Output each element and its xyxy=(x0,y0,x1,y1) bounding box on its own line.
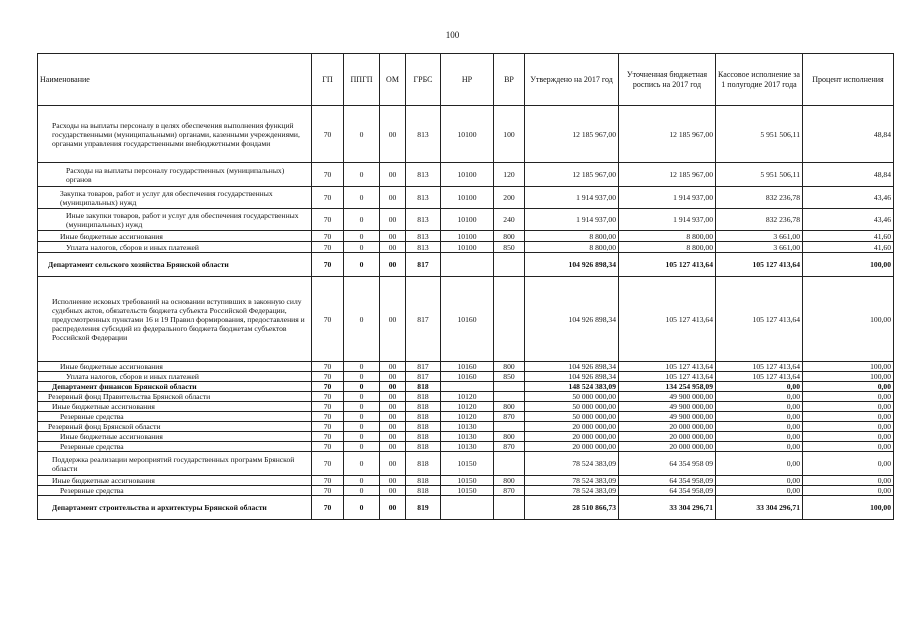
cell-om: 00 xyxy=(380,476,406,486)
header-np: НР xyxy=(441,54,494,106)
cell-approved: 20 000 000,00 xyxy=(525,442,619,452)
cell-om: 00 xyxy=(380,496,406,520)
cell-grbs: 818 xyxy=(406,402,441,412)
cell-cash: 0,00 xyxy=(716,442,803,452)
cell-grbs: 817 xyxy=(406,372,441,382)
cell-percent: 0,00 xyxy=(803,486,894,496)
cell-om: 00 xyxy=(380,163,406,187)
cell-refined: 20 000 000,00 xyxy=(619,442,716,452)
cell-vr xyxy=(494,496,525,520)
cell-name: Резервные средства xyxy=(38,442,312,452)
cell-om: 00 xyxy=(380,422,406,432)
cell-cash: 3 661,00 xyxy=(716,231,803,242)
cell-grbs: 818 xyxy=(406,392,441,402)
cell-vr: 800 xyxy=(494,402,525,412)
cell-approved: 1 914 937,00 xyxy=(525,209,619,231)
header-vr: ВР xyxy=(494,54,525,106)
cell-grbs: 818 xyxy=(406,442,441,452)
cell-gp: 70 xyxy=(312,209,344,231)
cell-name: Расходы на выплаты персоналу государственных (муниципальных) органов xyxy=(38,163,312,187)
cell-om: 00 xyxy=(380,412,406,422)
table-body xyxy=(38,106,894,520)
cell-name: Резервные средства xyxy=(38,486,312,496)
table-row xyxy=(38,402,894,412)
table-row xyxy=(38,442,894,452)
cell-name: Уплата налогов, сборов и иных платежей xyxy=(38,242,312,253)
cell-vr xyxy=(494,277,525,362)
table-row xyxy=(38,496,894,520)
cell-approved: 12 185 967,00 xyxy=(525,106,619,163)
cell-name: Департамент строительства и архитектуры Брянской области xyxy=(38,496,312,520)
cell-gp: 70 xyxy=(312,412,344,422)
cell-approved: 78 524 383,09 xyxy=(525,452,619,476)
cell-percent: 0,00 xyxy=(803,476,894,486)
cell-np: 10130 xyxy=(441,422,494,432)
cell-refined: 1 914 937,00 xyxy=(619,187,716,209)
header-refined: Уточненная бюджетная роспись на 2017 год xyxy=(619,54,716,106)
cell-percent: 0,00 xyxy=(803,422,894,432)
cell-grbs: 818 xyxy=(406,422,441,432)
cell-grbs: 813 xyxy=(406,209,441,231)
cell-percent: 48,84 xyxy=(803,163,894,187)
table-row xyxy=(38,372,894,382)
cell-ppgp: 0 xyxy=(344,442,380,452)
cell-grbs: 818 xyxy=(406,486,441,496)
table-row xyxy=(38,106,894,163)
cell-gp: 70 xyxy=(312,452,344,476)
header-cash: Кассовое исполнение за 1 полугодие 2017 года xyxy=(716,54,803,106)
cell-cash: 105 127 413,64 xyxy=(716,277,803,362)
cell-vr: 850 xyxy=(494,372,525,382)
cell-vr xyxy=(494,382,525,392)
cell-np xyxy=(441,382,494,392)
cell-ppgp: 0 xyxy=(344,422,380,432)
header-grbs: ГРБС xyxy=(406,54,441,106)
cell-approved: 1 914 937,00 xyxy=(525,187,619,209)
cell-refined: 105 127 413,64 xyxy=(619,253,716,277)
cell-np: 10130 xyxy=(441,442,494,452)
cell-ppgp: 0 xyxy=(344,163,380,187)
cell-np: 10160 xyxy=(441,362,494,372)
cell-percent: 0,00 xyxy=(803,392,894,402)
cell-grbs: 817 xyxy=(406,253,441,277)
cell-gp: 70 xyxy=(312,242,344,253)
cell-ppgp: 0 xyxy=(344,242,380,253)
cell-refined: 49 900 000,00 xyxy=(619,392,716,402)
cell-om: 00 xyxy=(380,253,406,277)
cell-approved: 78 524 383,09 xyxy=(525,486,619,496)
cell-percent: 0,00 xyxy=(803,442,894,452)
cell-gp: 70 xyxy=(312,382,344,392)
header-row xyxy=(38,54,894,106)
cell-name: Закупка товаров, работ и услуг для обеспечения государственных (муниципальных) нужд xyxy=(38,187,312,209)
cell-approved: 8 800,00 xyxy=(525,231,619,242)
cell-cash: 0,00 xyxy=(716,422,803,432)
cell-cash: 0,00 xyxy=(716,392,803,402)
cell-vr xyxy=(494,392,525,402)
cell-percent: 0,00 xyxy=(803,402,894,412)
cell-cash: 0,00 xyxy=(716,432,803,442)
cell-gp: 70 xyxy=(312,402,344,412)
cell-percent: 100,00 xyxy=(803,253,894,277)
cell-ppgp: 0 xyxy=(344,486,380,496)
cell-om: 00 xyxy=(380,486,406,496)
cell-gp: 70 xyxy=(312,432,344,442)
cell-cash: 5 951 506,11 xyxy=(716,163,803,187)
cell-np: 10160 xyxy=(441,277,494,362)
cell-grbs: 813 xyxy=(406,187,441,209)
cell-refined: 20 000 000,00 xyxy=(619,422,716,432)
cell-cash: 3 661,00 xyxy=(716,242,803,253)
budget-table xyxy=(37,53,894,520)
cell-approved: 104 926 898,34 xyxy=(525,372,619,382)
cell-name: Иные бюджетные ассигнования xyxy=(38,362,312,372)
cell-gp: 70 xyxy=(312,231,344,242)
cell-percent: 41,60 xyxy=(803,231,894,242)
cell-name: Департамент сельского хозяйства Брянской области xyxy=(38,253,312,277)
cell-refined: 105 127 413,64 xyxy=(619,277,716,362)
cell-ppgp: 0 xyxy=(344,382,380,392)
header-percent: Процент исполнения xyxy=(803,54,894,106)
cell-ppgp: 0 xyxy=(344,432,380,442)
cell-cash: 105 127 413,64 xyxy=(716,253,803,277)
cell-gp: 70 xyxy=(312,442,344,452)
cell-name: Иные бюджетные ассигнования xyxy=(38,432,312,442)
cell-ppgp: 0 xyxy=(344,496,380,520)
cell-refined: 49 900 000,00 xyxy=(619,412,716,422)
cell-ppgp: 0 xyxy=(344,402,380,412)
cell-cash: 832 236,78 xyxy=(716,187,803,209)
cell-refined: 64 354 958,09 xyxy=(619,476,716,486)
cell-om: 00 xyxy=(380,402,406,412)
cell-approved: 78 524 383,09 xyxy=(525,476,619,486)
cell-cash: 0,00 xyxy=(716,476,803,486)
table-row xyxy=(38,187,894,209)
cell-approved: 50 000 000,00 xyxy=(525,402,619,412)
cell-gp: 70 xyxy=(312,476,344,486)
cell-name: Департамент финансов Брянской области xyxy=(38,382,312,392)
cell-approved: 148 524 383,09 xyxy=(525,382,619,392)
cell-np: 10100 xyxy=(441,231,494,242)
table-row xyxy=(38,432,894,442)
cell-percent: 0,00 xyxy=(803,382,894,392)
cell-om: 00 xyxy=(380,442,406,452)
cell-refined: 64 354 958,09 xyxy=(619,486,716,496)
cell-om: 00 xyxy=(380,242,406,253)
cell-approved: 12 185 967,00 xyxy=(525,163,619,187)
cell-name: Иные бюджетные ассигнования xyxy=(38,402,312,412)
cell-ppgp: 0 xyxy=(344,231,380,242)
cell-np: 10150 xyxy=(441,476,494,486)
cell-grbs: 817 xyxy=(406,362,441,372)
cell-ppgp: 0 xyxy=(344,106,380,163)
cell-refined: 1 914 937,00 xyxy=(619,209,716,231)
cell-gp: 70 xyxy=(312,163,344,187)
cell-cash: 0,00 xyxy=(716,412,803,422)
cell-approved: 50 000 000,00 xyxy=(525,412,619,422)
cell-grbs: 813 xyxy=(406,242,441,253)
cell-name: Расходы на выплаты персоналу в целях обеспечения выполнения функций государственными (муниципальными) органами, казенными учреждениями, органами управления государственными внебюджетными фондами xyxy=(38,106,312,163)
cell-approved: 8 800,00 xyxy=(525,242,619,253)
cell-np: 10100 xyxy=(441,163,494,187)
cell-percent: 43,46 xyxy=(803,187,894,209)
table-row xyxy=(38,452,894,476)
cell-name: Исполнение исковых требований на основании вступивших в законную силу судебных актов, обязательств бюджета субъекта Российской Федерации, предусмотренных пунктами 16 и 19 Правил формирования, предоставления и распределения субсидий из федерального бюджета бюджетам субъектов Российской Федерации xyxy=(38,277,312,362)
header-om: ОМ xyxy=(380,54,406,106)
cell-grbs: 813 xyxy=(406,106,441,163)
cell-grbs: 818 xyxy=(406,382,441,392)
cell-gp: 70 xyxy=(312,486,344,496)
cell-name: Иные закупки товаров, работ и услуг для обеспечения государственных (муниципальных) нужд xyxy=(38,209,312,231)
cell-np: 10100 xyxy=(441,187,494,209)
cell-np: 10150 xyxy=(441,486,494,496)
cell-percent: 100,00 xyxy=(803,372,894,382)
table-row xyxy=(38,382,894,392)
cell-name: Резервный фонд Правительства Брянской области xyxy=(38,392,312,402)
table-row xyxy=(38,231,894,242)
cell-vr xyxy=(494,253,525,277)
cell-vr: 800 xyxy=(494,476,525,486)
page-number: 100 xyxy=(445,30,460,40)
cell-cash: 105 127 413,64 xyxy=(716,362,803,372)
cell-grbs: 813 xyxy=(406,231,441,242)
table-row xyxy=(38,392,894,402)
table-row xyxy=(38,486,894,496)
cell-ppgp: 0 xyxy=(344,362,380,372)
cell-name: Резервный фонд Брянской области xyxy=(38,422,312,432)
cell-vr: 870 xyxy=(494,486,525,496)
cell-gp: 70 xyxy=(312,392,344,402)
cell-ppgp: 0 xyxy=(344,253,380,277)
cell-ppgp: 0 xyxy=(344,187,380,209)
cell-vr: 100 xyxy=(494,106,525,163)
cell-vr: 800 xyxy=(494,362,525,372)
table-row xyxy=(38,242,894,253)
cell-ppgp: 0 xyxy=(344,209,380,231)
cell-percent: 100,00 xyxy=(803,362,894,372)
cell-om: 00 xyxy=(380,362,406,372)
cell-cash: 0,00 xyxy=(716,402,803,412)
cell-gp: 70 xyxy=(312,422,344,432)
cell-refined: 20 000 000,00 xyxy=(619,432,716,442)
cell-cash: 0,00 xyxy=(716,486,803,496)
cell-np: 10160 xyxy=(441,372,494,382)
cell-name: Поддержка реализации мероприятий государственных программ Брянской области xyxy=(38,452,312,476)
cell-ppgp: 0 xyxy=(344,392,380,402)
cell-ppgp: 0 xyxy=(344,372,380,382)
cell-np: 10120 xyxy=(441,392,494,402)
cell-om: 00 xyxy=(380,231,406,242)
cell-vr: 240 xyxy=(494,209,525,231)
cell-percent: 0,00 xyxy=(803,432,894,442)
header-name: Наименование xyxy=(38,54,312,106)
cell-om: 00 xyxy=(380,452,406,476)
table-row xyxy=(38,362,894,372)
cell-om: 00 xyxy=(380,187,406,209)
cell-grbs: 818 xyxy=(406,432,441,442)
cell-refined: 49 900 000,00 xyxy=(619,402,716,412)
cell-cash: 105 127 413,64 xyxy=(716,372,803,382)
cell-refined: 33 304 296,71 xyxy=(619,496,716,520)
cell-name: Уплата налогов, сборов и иных платежей xyxy=(38,372,312,382)
cell-gp: 70 xyxy=(312,372,344,382)
cell-grbs: 818 xyxy=(406,476,441,486)
cell-np: 10100 xyxy=(441,106,494,163)
cell-ppgp: 0 xyxy=(344,452,380,476)
table-row xyxy=(38,163,894,187)
cell-refined: 12 185 967,00 xyxy=(619,106,716,163)
cell-vr: 850 xyxy=(494,242,525,253)
cell-om: 00 xyxy=(380,209,406,231)
cell-cash: 0,00 xyxy=(716,382,803,392)
cell-grbs: 818 xyxy=(406,412,441,422)
cell-gp: 70 xyxy=(312,277,344,362)
cell-np: 10130 xyxy=(441,432,494,442)
cell-grbs: 817 xyxy=(406,277,441,362)
cell-percent: 41,60 xyxy=(803,242,894,253)
table-row xyxy=(38,422,894,432)
header-approved: Утверждено на 2017 год xyxy=(525,54,619,106)
cell-percent: 48,84 xyxy=(803,106,894,163)
cell-approved: 20 000 000,00 xyxy=(525,422,619,432)
cell-approved: 104 926 898,34 xyxy=(525,362,619,372)
cell-grbs: 813 xyxy=(406,163,441,187)
cell-cash: 5 951 506,11 xyxy=(716,106,803,163)
cell-cash: 0,00 xyxy=(716,452,803,476)
cell-vr: 870 xyxy=(494,442,525,452)
header-ppgp: ППГП xyxy=(344,54,380,106)
cell-cash: 832 236,78 xyxy=(716,209,803,231)
cell-refined: 105 127 413,64 xyxy=(619,362,716,372)
cell-np: 10120 xyxy=(441,402,494,412)
cell-np: 10100 xyxy=(441,209,494,231)
cell-gp: 70 xyxy=(312,362,344,372)
cell-grbs: 819 xyxy=(406,496,441,520)
cell-om: 00 xyxy=(380,372,406,382)
cell-refined: 64 354 958 09 xyxy=(619,452,716,476)
cell-vr: 200 xyxy=(494,187,525,209)
cell-approved: 28 510 866,73 xyxy=(525,496,619,520)
cell-name: Резервные средства xyxy=(38,412,312,422)
table-row xyxy=(38,277,894,362)
cell-refined: 105 127 413,64 xyxy=(619,372,716,382)
cell-ppgp: 0 xyxy=(344,277,380,362)
cell-vr: 800 xyxy=(494,432,525,442)
cell-om: 00 xyxy=(380,382,406,392)
cell-approved: 20 000 000,00 xyxy=(525,432,619,442)
cell-name: Иные бюджетные ассигнования xyxy=(38,476,312,486)
cell-np: 10100 xyxy=(441,242,494,253)
cell-approved: 50 000 000,00 xyxy=(525,392,619,402)
cell-gp: 70 xyxy=(312,106,344,163)
cell-refined: 8 800,00 xyxy=(619,242,716,253)
cell-refined: 8 800,00 xyxy=(619,231,716,242)
cell-om: 00 xyxy=(380,106,406,163)
cell-gp: 70 xyxy=(312,496,344,520)
cell-percent: 0,00 xyxy=(803,452,894,476)
cell-name: Иные бюджетные ассигнования xyxy=(38,231,312,242)
cell-vr: 800 xyxy=(494,231,525,242)
cell-approved: 104 926 898,34 xyxy=(525,253,619,277)
cell-vr: 870 xyxy=(494,412,525,422)
cell-np: 10120 xyxy=(441,412,494,422)
cell-percent: 100,00 xyxy=(803,277,894,362)
cell-ppgp: 0 xyxy=(344,412,380,422)
cell-np xyxy=(441,253,494,277)
table-row xyxy=(38,476,894,486)
cell-percent: 0,00 xyxy=(803,412,894,422)
cell-om: 00 xyxy=(380,277,406,362)
cell-ppgp: 0 xyxy=(344,476,380,486)
cell-cash: 33 304 296,71 xyxy=(716,496,803,520)
cell-om: 00 xyxy=(380,392,406,402)
cell-vr: 120 xyxy=(494,163,525,187)
header-gp: ГП xyxy=(312,54,344,106)
cell-refined: 12 185 967,00 xyxy=(619,163,716,187)
table-row xyxy=(38,253,894,277)
table-row xyxy=(38,209,894,231)
cell-grbs: 818 xyxy=(406,452,441,476)
cell-vr xyxy=(494,452,525,476)
cell-np xyxy=(441,496,494,520)
cell-percent: 43,46 xyxy=(803,209,894,231)
cell-approved: 104 926 898,34 xyxy=(525,277,619,362)
cell-om: 00 xyxy=(380,432,406,442)
cell-percent: 100,00 xyxy=(803,496,894,520)
cell-np: 10150 xyxy=(441,452,494,476)
cell-refined: 134 254 958,09 xyxy=(619,382,716,392)
cell-gp: 70 xyxy=(312,253,344,277)
cell-gp: 70 xyxy=(312,187,344,209)
table-row xyxy=(38,412,894,422)
cell-vr xyxy=(494,422,525,432)
